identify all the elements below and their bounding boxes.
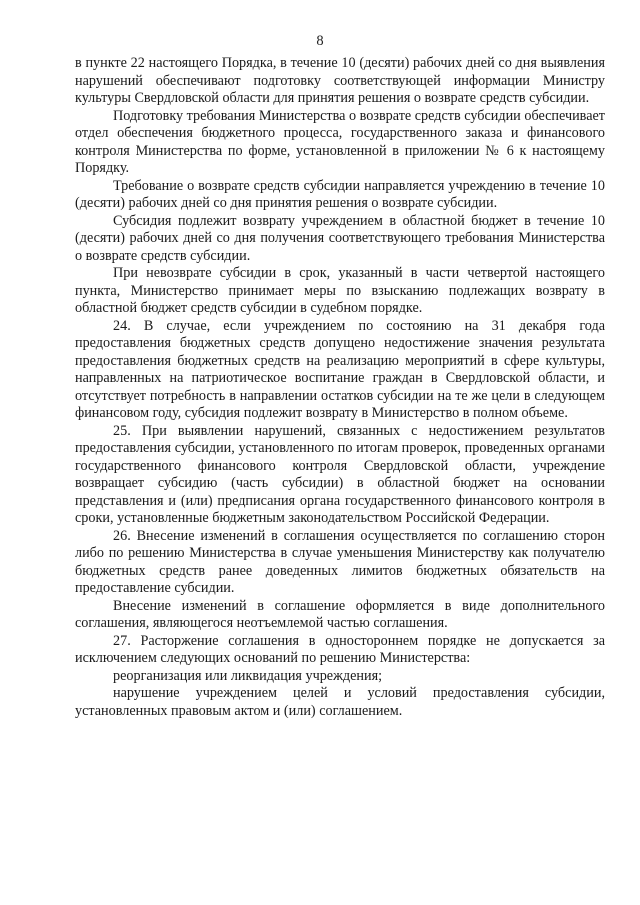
page-number: 8	[316, 33, 324, 49]
paragraph: При невозврате субсидии в срок, указанный в части четвертой настоящего пункта, Министерство принимает меры по взысканию подлежащих возврату в областной бюджет средств субсидии в судебном порядке.	[75, 265, 605, 316]
paragraph: Внесение изменений в соглашение оформляется в виде дополнительного соглашения, являющегося неотъемлемой частью соглашения.	[75, 597, 605, 631]
paragraph-item-24: 24. В случае, если учреждением по состоянию на 31 декабря года предоставления бюджетных средств допущено недостижение значения результата предоставления бюджетных средств на реализацию мероприятий в сфере культуры, направленных на патриотическое воспитание граждан в Свердловской области, и отсутствует потребность в направлении остатков субсидии на те же цели в следующем финансовом году, субсидия подлежит возврату в Министерство в полном объеме.	[75, 317, 605, 421]
paragraph-item-25: 25. При выявлении нарушений, связанных с недостижением результатов предоставления субсидии, установленного по итогам проверок, проведенных органами государственного финансового контроля Свердловской области, учреждение возвращает субсидию (часть субсидии) в областной бюджет на основании представления и (или) предписания органа государственного финансового контроля в сроки, установленные бюджетным законодательством Российской Федерации.	[75, 422, 605, 526]
list-item: реорганизация или ликвидация учреждения;	[113, 667, 383, 684]
document-body	[75, 55, 605, 720]
paragraph-continuation: в пункте 22 настоящего Порядка, в течение 10 (десяти) рабочих дней со дня выявления нарушений обеспечивают подготовку соответствующей информации Министру культуры Свердловской области для принятия решения о возврате средств субсидии.	[75, 55, 605, 106]
paragraph: Подготовку требования Министерства о возврате средств субсидии обеспечивает отдел обеспечения бюджетного процесса, государственного заказа и финансового контроля Министерства по форме, установленной в приложении № 6 к настоящему Порядку.	[75, 107, 605, 176]
paragraph-item-27: 27. Расторжение соглашения в одностороннем порядке не допускается за исключением следующих оснований по решению Министерства:	[75, 632, 605, 666]
list-item: нарушение учреждением целей и условий предоставления субсидии, установленных правовым актом и (или) соглашением.	[75, 685, 605, 719]
paragraph: Требование о возврате средств субсидии направляется учреждению в течение 10 (десяти) рабочих дней со дня принятия решения о возврате субсидии.	[75, 177, 605, 211]
paragraph: Субсидия подлежит возврату учреждением в областной бюджет в течение 10 (десяти) рабочих дней со дня получения соответствующего требования Министерства о возврате средств субсидии.	[75, 212, 605, 264]
paragraph-item-26: 26. Внесение изменений в соглашения осуществляется по соглашению сторон либо по решению Министерства в случае уменьшения Министерству как получателю бюджетных средств ранее доведенных лимитов бюджетных обязательств на предоставление субсидии.	[75, 527, 605, 596]
